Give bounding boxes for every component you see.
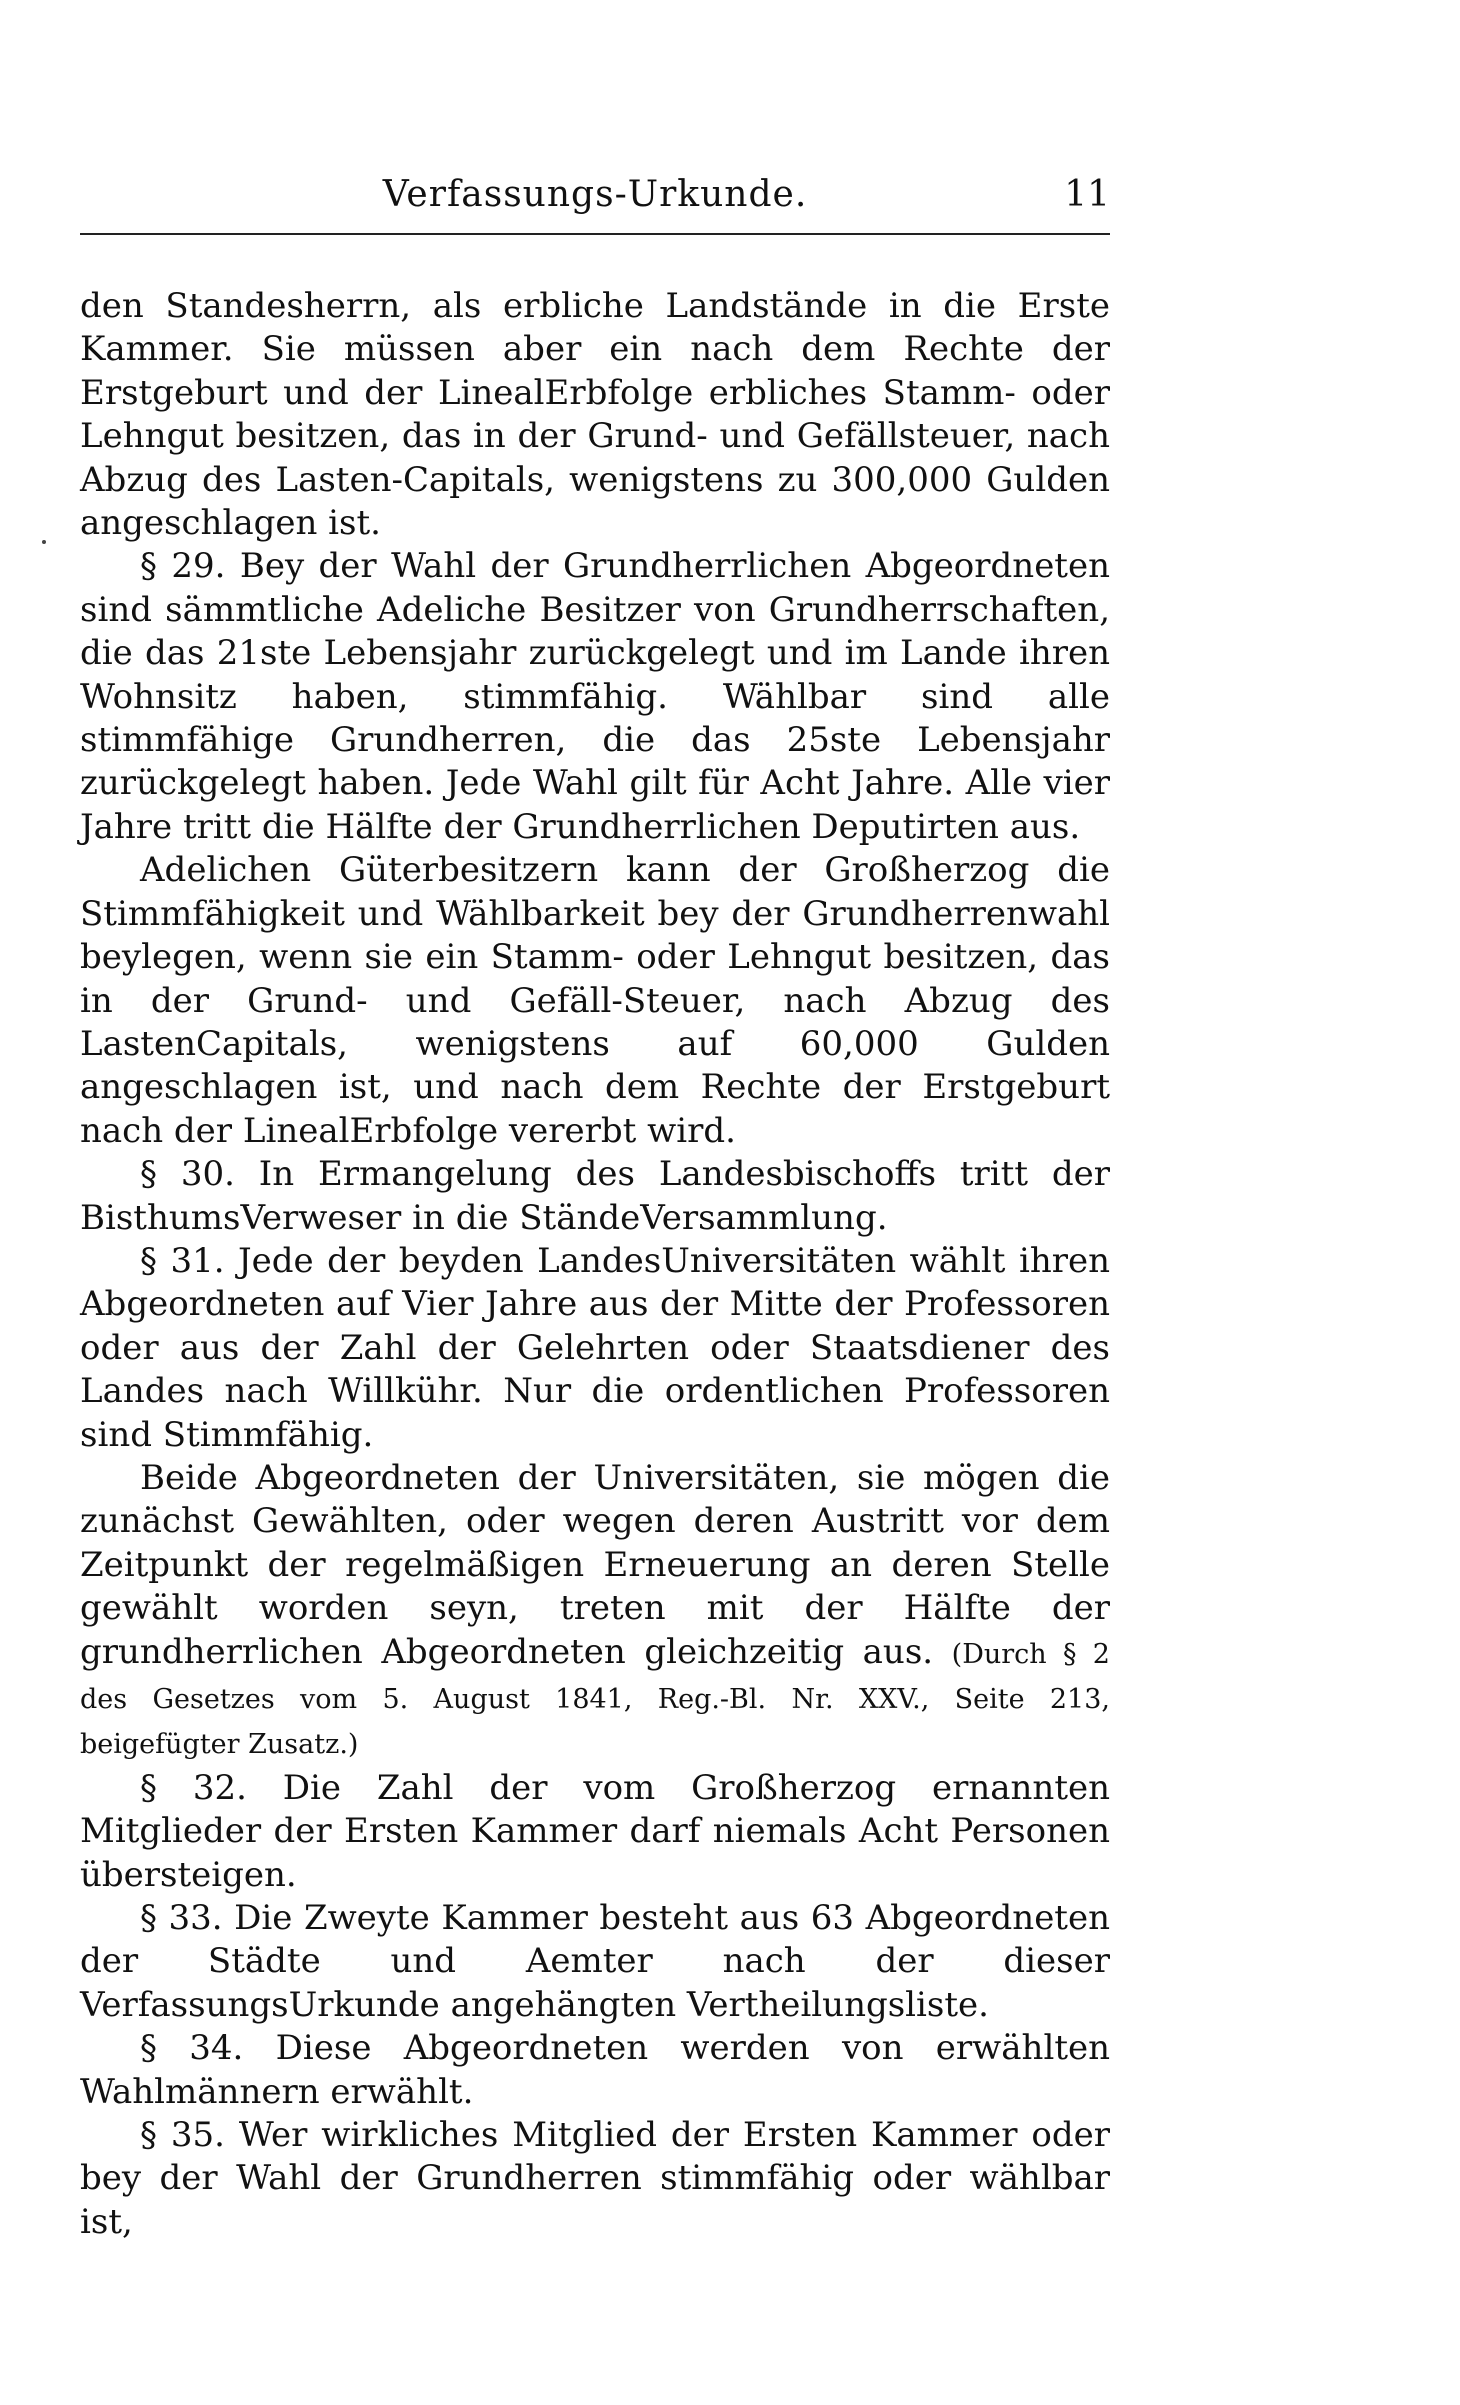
paragraph-section-33: § 33. Die Zweyte Kammer besteht aus 63 Abgeordneten der Städte und Aemter nach der dieser VerfassungsUrkunde angehängten Vertheilungsliste. (80, 1898, 1110, 2025)
running-title: Verfassungs-Urkunde. (382, 174, 808, 215)
paragraph-section-32: § 32. Die Zahl der vom Großherzog ernannten Mitglieder der Ersten Kammer darf niemals Acht Personen übersteigen. (80, 1767, 1110, 1895)
paragraph-continuation: den Standesherrn, als erbliche Landstände in die Erste Kammer. Sie müssen aber ein nach dem Rechte der Erstgeburt und der LinealErbfolge erbliches Stamm- oder Lehngut besitzen, das in der Grund- und Gefällsteuer, nach Abzug des Lasten-Capitals, wenigstens zu 300,000 Gulden angeschlagen ist. (80, 286, 1110, 544)
paragraph-section-35: § 35. Wer wirkliches Mitglied der Ersten Kammer oder bey der Wahl der Grundherren stimmfähig oder wählbar ist, (80, 2115, 1110, 2242)
paragraph-section-31: § 31. Jede der beyden LandesUniversitäten wählt ihren Abgeordneten auf Vier Jahre aus der Mitte der Professoren oder aus der Zahl der Gelehrten oder Staatsdiener des Landes nach Willkühr. Nur die ordentlichen Professoren sind Stimmfähig. (80, 1240, 1110, 1455)
paragraph-section-30: § 30. In Ermangelung des Landesbischoffs tritt der BisthumsVerweser in die StändeVersammlung. (80, 1154, 1110, 1238)
margin-speck (42, 540, 46, 544)
page-number: 11 (1064, 174, 1110, 215)
paragraph-adelichen-gueterbesitzer: Adelichen Güterbesitzern kann der Großherzog die Stimmfähigkeit und Wählbarkeit bey der Grundherrenwahl beylegen, wenn sie ein Stamm- oder Lehngut besitzen, das in der Grund- und Gefäll-Steuer, nach Abzug des LastenCapitals, wenigstens auf 60,000 Gulden angeschlagen ist, und nach dem Rechte der Erstgeburt nach der LinealErbfolge vererbt wird. (80, 850, 1110, 1151)
paragraph-section-34: § 34. Diese Abgeordneten werden von erwählten Wahlmännern erwählt. (80, 2028, 1110, 2112)
paragraph-universitaeten-text: Beide Abgeordneten der Universitäten, sie mögen die zunächst Gewählten, oder wegen deren Austritt vor dem Zeitpunkt der regelmäßigen Erneuerung an deren Stelle gewählt worden seyn, treten mit der Hälfte der grundherrlichen Abgeordneten gleichzeitig aus. (80, 1457, 1110, 1672)
body-text (80, 285, 1110, 2244)
page-header (80, 170, 1110, 230)
paragraph-universitaeten (80, 1457, 1110, 1767)
header-rule (80, 233, 1110, 235)
paragraph-section-29: § 29. Bey der Wahl der Grundherrlichen Abgeordneten sind sämmtliche Adeliche Besitzer von Grundherrschaften, die das 21ste Lebensjahr zurückgelegt und im Lande ihren Wohnsitz haben, stimmfähig. Wählbar sind alle stimmfähige Grundherren, die das 25ste Lebensjahr zurückgelegt haben. Jede Wahl gilt für Acht Jahre. Alle vier Jahre tritt die Hälfte der Grundherrlichen Deputirten aus. (80, 546, 1110, 847)
amendment-note: (Durch § 2 des Gesetzes vom 5. August 1841, Reg.-Bl. Nr. XXV., Seite 213, beigefügter Zusatz.) (80, 1638, 1110, 1761)
